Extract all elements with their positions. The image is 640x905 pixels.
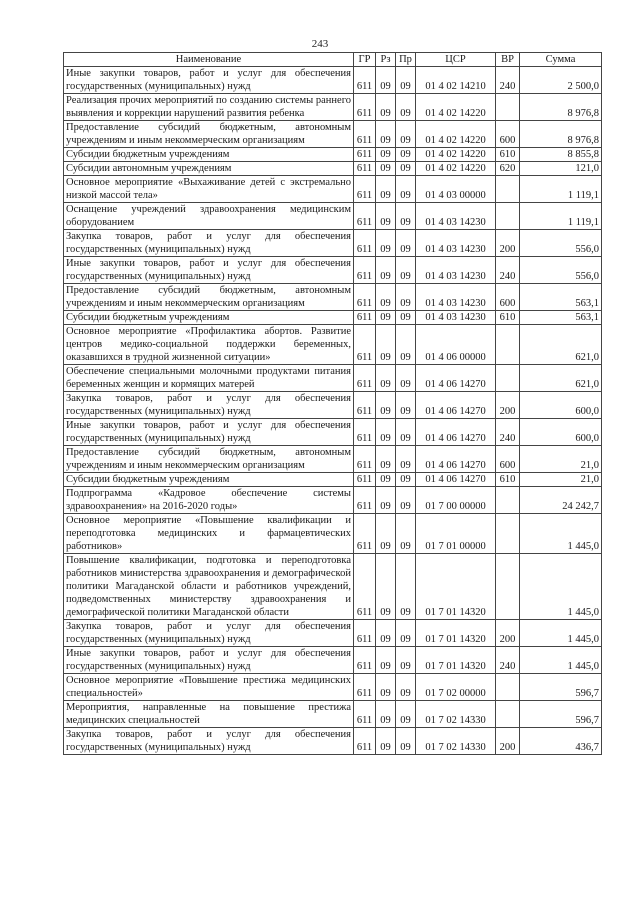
cell-csr: 01 7 01 00000 <box>416 514 496 554</box>
table-row <box>64 419 602 446</box>
cell-rz: 09 <box>376 67 396 94</box>
cell-sum: 1 445,0 <box>520 620 602 647</box>
table-row <box>64 94 602 121</box>
cell-vr <box>496 674 520 701</box>
cell-rz: 09 <box>376 148 396 162</box>
cell-sum: 600,0 <box>520 392 602 419</box>
cell-csr: 01 4 06 14270 <box>416 392 496 419</box>
cell-vr: 240 <box>496 67 520 94</box>
column-header-rz: Рз <box>376 53 396 67</box>
cell-vr <box>496 701 520 728</box>
cell-csr: 01 4 02 14220 <box>416 162 496 176</box>
cell-csr: 01 4 06 14270 <box>416 446 496 473</box>
table-row <box>64 620 602 647</box>
cell-rz: 09 <box>376 94 396 121</box>
cell-name: Основное мероприятие «Выхаживание детей с экстремально низкой массой тела» <box>64 176 354 203</box>
cell-rz: 09 <box>376 674 396 701</box>
cell-csr: 01 4 02 14220 <box>416 94 496 121</box>
cell-name: Предоставление субсидий бюджетным, автономным учреждениям и иным некоммерческим организациям <box>64 121 354 148</box>
cell-csr: 01 4 03 00000 <box>416 176 496 203</box>
cell-csr: 01 4 02 14220 <box>416 121 496 148</box>
cell-pr: 09 <box>396 674 416 701</box>
cell-vr: 600 <box>496 446 520 473</box>
cell-csr: 01 7 01 14320 <box>416 647 496 674</box>
cell-pr: 09 <box>396 487 416 514</box>
cell-pr: 09 <box>396 647 416 674</box>
cell-gr: 611 <box>354 514 376 554</box>
table-row <box>64 554 602 620</box>
cell-vr: 240 <box>496 257 520 284</box>
cell-rz: 09 <box>376 365 396 392</box>
cell-gr: 611 <box>354 325 376 365</box>
cell-gr: 611 <box>354 365 376 392</box>
cell-csr: 01 7 02 14330 <box>416 728 496 755</box>
cell-pr: 09 <box>396 257 416 284</box>
cell-name: Предоставление субсидий бюджетным, автономным учреждениям и иным некоммерческим организациям <box>64 446 354 473</box>
cell-gr: 611 <box>354 94 376 121</box>
table-row <box>64 325 602 365</box>
cell-name: Субсидии бюджетным учреждениям <box>64 311 354 325</box>
cell-gr: 611 <box>354 392 376 419</box>
cell-vr <box>496 94 520 121</box>
cell-pr: 09 <box>396 514 416 554</box>
cell-sum: 8 855,8 <box>520 148 602 162</box>
cell-vr <box>496 203 520 230</box>
cell-gr: 611 <box>354 203 376 230</box>
cell-csr: 01 4 02 14220 <box>416 148 496 162</box>
cell-pr: 09 <box>396 94 416 121</box>
cell-pr: 09 <box>396 701 416 728</box>
cell-rz: 09 <box>376 176 396 203</box>
cell-rz: 09 <box>376 647 396 674</box>
column-header-pr: Пр <box>396 53 416 67</box>
table-row <box>64 284 602 311</box>
cell-pr: 09 <box>396 148 416 162</box>
table-row <box>64 311 602 325</box>
cell-rz: 09 <box>376 728 396 755</box>
cell-vr: 610 <box>496 148 520 162</box>
cell-gr: 611 <box>354 162 376 176</box>
cell-name: Реализация прочих мероприятий по созданию системы раннего выявления и коррекции нарушений развития ребенка <box>64 94 354 121</box>
table-row <box>64 473 602 487</box>
table-row <box>64 392 602 419</box>
column-header-vr: ВР <box>496 53 520 67</box>
cell-pr: 09 <box>396 162 416 176</box>
cell-name: Закупка товаров, работ и услуг для обеспечения государственных (муниципальных) нужд <box>64 230 354 257</box>
cell-csr: 01 4 06 14270 <box>416 365 496 392</box>
cell-sum: 2 500,0 <box>520 67 602 94</box>
cell-name: Основное мероприятие «Повышение квалификации и переподготовка медицинских и фармацевтических работников» <box>64 514 354 554</box>
cell-gr: 611 <box>354 647 376 674</box>
cell-name: Мероприятия, направленные на повышение престижа медицинских специальностей <box>64 701 354 728</box>
cell-rz: 09 <box>376 325 396 365</box>
cell-vr <box>496 325 520 365</box>
cell-csr: 01 4 03 14230 <box>416 230 496 257</box>
cell-name: Субсидии бюджетным учреждениям <box>64 473 354 487</box>
cell-vr <box>496 487 520 514</box>
cell-rz: 09 <box>376 162 396 176</box>
cell-csr: 01 4 02 14210 <box>416 67 496 94</box>
table-row <box>64 674 602 701</box>
table-row <box>64 487 602 514</box>
cell-rz: 09 <box>376 514 396 554</box>
cell-csr: 01 4 06 14270 <box>416 473 496 487</box>
cell-pr: 09 <box>396 728 416 755</box>
cell-rz: 09 <box>376 284 396 311</box>
cell-sum: 1 445,0 <box>520 554 602 620</box>
table-row <box>64 176 602 203</box>
cell-rz: 09 <box>376 620 396 647</box>
cell-gr: 611 <box>354 554 376 620</box>
table-row <box>64 162 602 176</box>
cell-rz: 09 <box>376 392 396 419</box>
cell-pr: 09 <box>396 67 416 94</box>
cell-pr: 09 <box>396 311 416 325</box>
cell-rz: 09 <box>376 419 396 446</box>
cell-pr: 09 <box>396 419 416 446</box>
cell-sum: 621,0 <box>520 325 602 365</box>
cell-sum: 556,0 <box>520 230 602 257</box>
cell-sum: 596,7 <box>520 701 602 728</box>
cell-csr: 01 4 06 00000 <box>416 325 496 365</box>
cell-sum: 24 242,7 <box>520 487 602 514</box>
cell-name: Закупка товаров, работ и услуг для обеспечения государственных (муниципальных) нужд <box>64 620 354 647</box>
cell-pr: 09 <box>396 121 416 148</box>
table-row <box>64 365 602 392</box>
cell-sum: 8 976,8 <box>520 94 602 121</box>
cell-sum: 556,0 <box>520 257 602 284</box>
cell-sum: 600,0 <box>520 419 602 446</box>
table-row <box>64 230 602 257</box>
cell-gr: 611 <box>354 284 376 311</box>
cell-name: Иные закупки товаров, работ и услуг для обеспечения государственных (муниципальных) нужд <box>64 257 354 284</box>
budget-table <box>63 52 602 755</box>
cell-sum: 563,1 <box>520 311 602 325</box>
cell-name: Основное мероприятие «Повышение престижа медицинских специальностей» <box>64 674 354 701</box>
cell-pr: 09 <box>396 620 416 647</box>
cell-gr: 611 <box>354 121 376 148</box>
cell-gr: 611 <box>354 311 376 325</box>
cell-csr: 01 7 01 14320 <box>416 620 496 647</box>
cell-gr: 611 <box>354 473 376 487</box>
cell-gr: 611 <box>354 446 376 473</box>
cell-pr: 09 <box>396 392 416 419</box>
column-header-sum: Сумма <box>520 53 602 67</box>
cell-sum: 121,0 <box>520 162 602 176</box>
cell-csr: 01 4 03 14230 <box>416 257 496 284</box>
table-row <box>64 257 602 284</box>
cell-vr: 240 <box>496 419 520 446</box>
cell-name: Иные закупки товаров, работ и услуг для обеспечения государственных (муниципальных) нужд <box>64 67 354 94</box>
cell-sum: 1 445,0 <box>520 647 602 674</box>
cell-name: Подпрограмма «Кадровое обеспечение системы здравоохранения» на 2016-2020 годы» <box>64 487 354 514</box>
cell-gr: 611 <box>354 230 376 257</box>
cell-name: Обеспечение специальными молочными продуктами питания беременных женщин и кормящих матерей <box>64 365 354 392</box>
cell-gr: 611 <box>354 67 376 94</box>
table-body <box>64 67 602 755</box>
cell-rz: 09 <box>376 203 396 230</box>
cell-rz: 09 <box>376 487 396 514</box>
cell-rz: 09 <box>376 121 396 148</box>
cell-pr: 09 <box>396 365 416 392</box>
cell-sum: 1 119,1 <box>520 203 602 230</box>
cell-vr: 240 <box>496 647 520 674</box>
cell-name: Повышение квалификации, подготовка и переподготовка работников министерства здравоохранения и демографической политики Магаданской области и работников учреждений, подведомственных министерству здравоохранения и демографической политики Магаданской области <box>64 554 354 620</box>
cell-sum: 436,7 <box>520 728 602 755</box>
table-row <box>64 67 602 94</box>
table-row <box>64 203 602 230</box>
cell-csr: 01 7 00 00000 <box>416 487 496 514</box>
cell-rz: 09 <box>376 554 396 620</box>
cell-rz: 09 <box>376 473 396 487</box>
cell-rz: 09 <box>376 446 396 473</box>
cell-rz: 09 <box>376 701 396 728</box>
table-row <box>64 514 602 554</box>
cell-sum: 8 976,8 <box>520 121 602 148</box>
cell-csr: 01 4 06 14270 <box>416 419 496 446</box>
cell-csr: 01 7 01 14320 <box>416 554 496 620</box>
cell-pr: 09 <box>396 446 416 473</box>
cell-rz: 09 <box>376 230 396 257</box>
table-row <box>64 701 602 728</box>
cell-csr: 01 4 03 14230 <box>416 203 496 230</box>
cell-pr: 09 <box>396 176 416 203</box>
cell-csr: 01 7 02 00000 <box>416 674 496 701</box>
cell-name: Закупка товаров, работ и услуг для обеспечения государственных (муниципальных) нужд <box>64 392 354 419</box>
cell-vr: 200 <box>496 392 520 419</box>
cell-name: Основное мероприятие «Профилактика абортов. Развитие центров медико-социальной поддержки беременных, оказавшихся в трудной жизненной ситуации» <box>64 325 354 365</box>
cell-name: Оснащение учреждений здравоохранения медицинским оборудованием <box>64 203 354 230</box>
cell-vr: 600 <box>496 284 520 311</box>
cell-csr: 01 7 02 14330 <box>416 701 496 728</box>
cell-pr: 09 <box>396 554 416 620</box>
cell-vr: 610 <box>496 473 520 487</box>
cell-vr: 620 <box>496 162 520 176</box>
column-header-csr: ЦСР <box>416 53 496 67</box>
cell-vr: 610 <box>496 311 520 325</box>
cell-name: Иные закупки товаров, работ и услуг для обеспечения государственных (муниципальных) нужд <box>64 647 354 674</box>
cell-vr <box>496 554 520 620</box>
cell-name: Предоставление субсидий бюджетным, автономным учреждениям и иным некоммерческим организациям <box>64 284 354 311</box>
cell-name: Субсидии автономным учреждениям <box>64 162 354 176</box>
cell-pr: 09 <box>396 284 416 311</box>
page-number: 243 <box>311 38 329 50</box>
table-header-row <box>64 53 602 67</box>
cell-gr: 611 <box>354 176 376 203</box>
cell-pr: 09 <box>396 203 416 230</box>
cell-vr <box>496 365 520 392</box>
cell-name: Закупка товаров, работ и услуг для обеспечения государственных (муниципальных) нужд <box>64 728 354 755</box>
cell-vr: 600 <box>496 121 520 148</box>
cell-csr: 01 4 03 14230 <box>416 284 496 311</box>
cell-name: Иные закупки товаров, работ и услуг для обеспечения государственных (муниципальных) нужд <box>64 419 354 446</box>
table-row <box>64 121 602 148</box>
table-row <box>64 446 602 473</box>
table-row <box>64 148 602 162</box>
cell-sum: 596,7 <box>520 674 602 701</box>
table-row <box>64 647 602 674</box>
cell-sum: 21,0 <box>520 473 602 487</box>
cell-sum: 1 119,1 <box>520 176 602 203</box>
cell-vr: 200 <box>496 620 520 647</box>
cell-vr: 200 <box>496 728 520 755</box>
cell-gr: 611 <box>354 487 376 514</box>
cell-pr: 09 <box>396 230 416 257</box>
cell-sum: 21,0 <box>520 446 602 473</box>
cell-sum: 563,1 <box>520 284 602 311</box>
cell-sum: 621,0 <box>520 365 602 392</box>
cell-gr: 611 <box>354 257 376 284</box>
cell-sum: 1 445,0 <box>520 514 602 554</box>
cell-csr: 01 4 03 14230 <box>416 311 496 325</box>
column-header-gr: ГР <box>354 53 376 67</box>
cell-rz: 09 <box>376 311 396 325</box>
cell-gr: 611 <box>354 674 376 701</box>
cell-rz: 09 <box>376 257 396 284</box>
cell-gr: 611 <box>354 620 376 647</box>
cell-vr <box>496 176 520 203</box>
cell-pr: 09 <box>396 325 416 365</box>
cell-name: Субсидии бюджетным учреждениям <box>64 148 354 162</box>
table-row <box>64 728 602 755</box>
cell-vr: 200 <box>496 230 520 257</box>
cell-pr: 09 <box>396 473 416 487</box>
cell-gr: 611 <box>354 701 376 728</box>
cell-gr: 611 <box>354 419 376 446</box>
cell-vr <box>496 514 520 554</box>
cell-gr: 611 <box>354 148 376 162</box>
cell-gr: 611 <box>354 728 376 755</box>
column-header-name: Наименование <box>64 53 354 67</box>
